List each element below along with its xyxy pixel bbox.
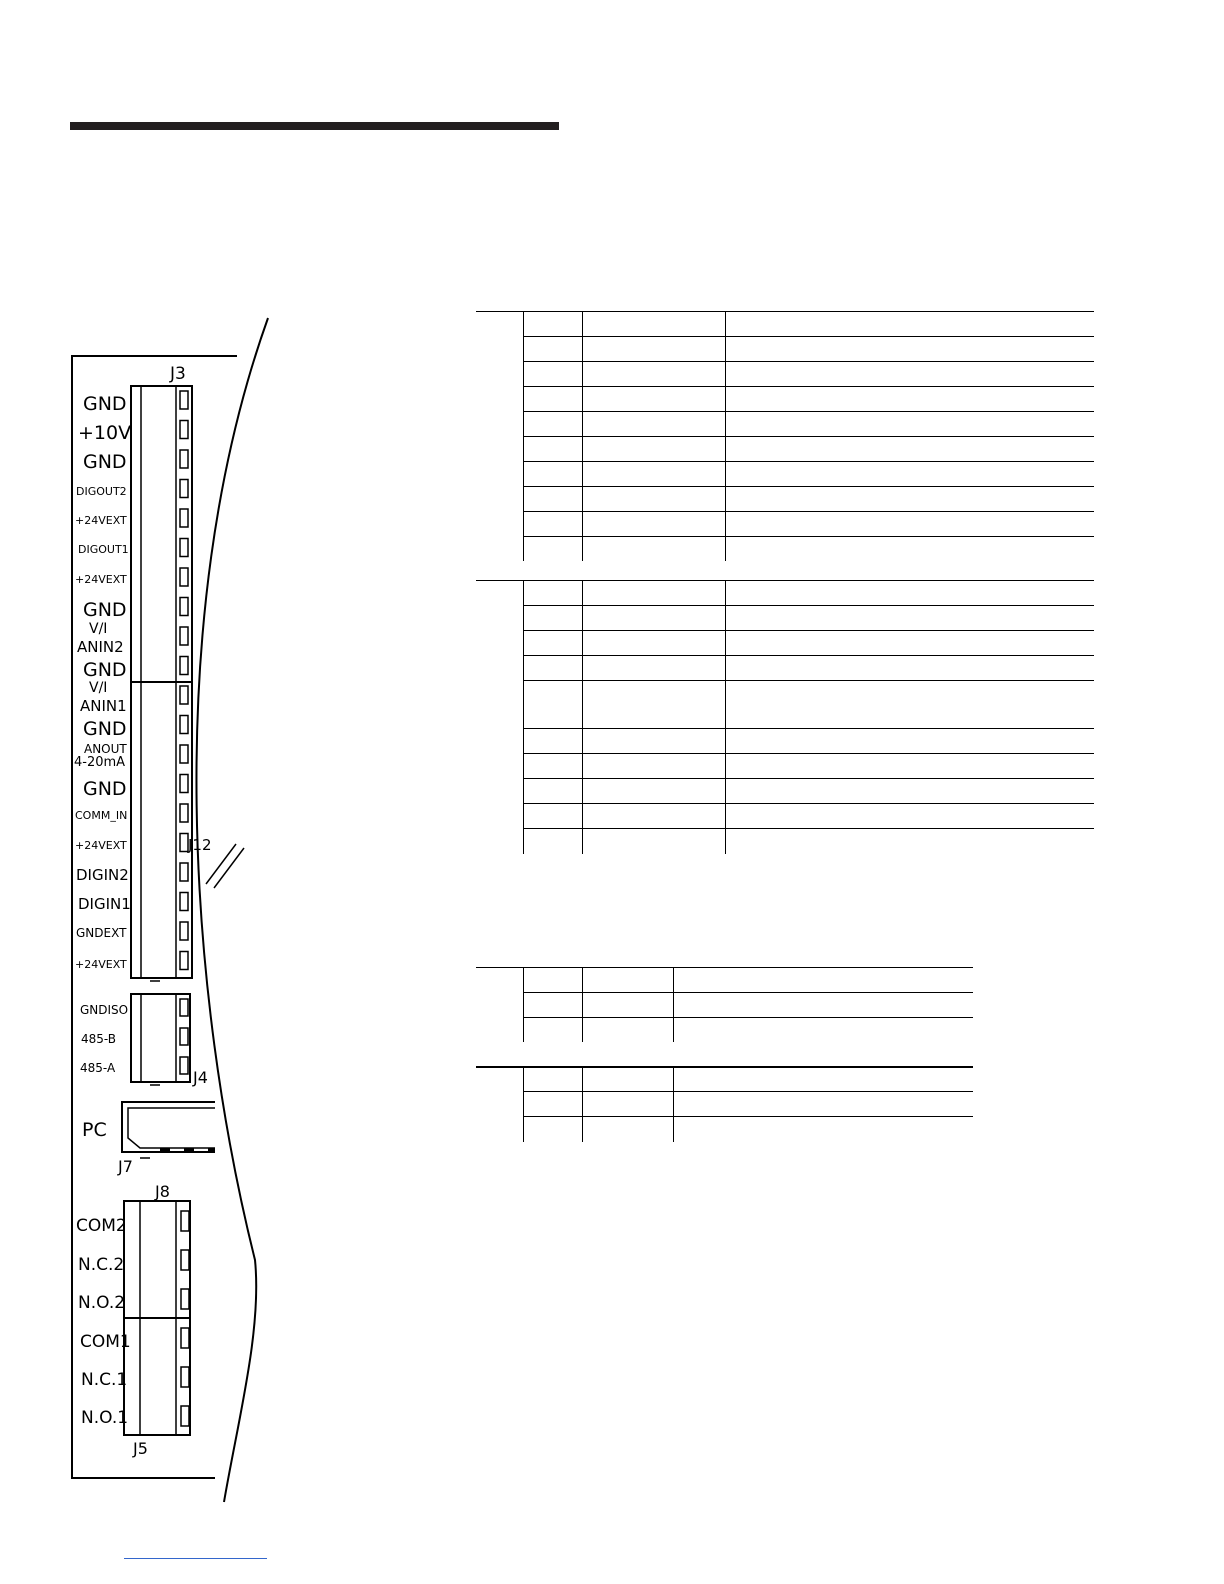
terminal-slot [180,657,188,675]
pin-label: V/I [89,621,108,637]
pin-label: N.O.2 [78,1293,126,1313]
table-row [523,361,1094,362]
pin-label: GND [83,393,127,415]
connector-label-j7: J7 [118,1157,133,1176]
pin-label: GND [83,718,127,740]
pin-label: GNDEXT [76,926,127,940]
terminal-slot [181,1250,189,1270]
terminal-slot [180,775,188,793]
table-row [523,411,1094,412]
pin-label: 485-A [80,1061,116,1075]
pin-label: GND [83,778,127,800]
pin-table-1 [476,311,1094,561]
table-row [523,386,1094,387]
terminal-slot [180,952,188,970]
terminal-slot [180,834,188,852]
terminal-slot [180,450,188,468]
pin-label: N.O.1 [81,1408,129,1428]
pin-label: COM2 [76,1216,127,1236]
pin-label: +24VEXT [75,573,127,586]
pin-label: GND [83,451,127,473]
pin-label: GND [83,599,127,621]
terminal-slot [181,1328,189,1348]
terminal-slot [181,1367,189,1387]
terminal-slot [180,568,188,586]
terminal-slot [180,627,188,645]
table-row [523,486,1094,487]
pin-label: DIGIN1 [78,895,131,913]
terminal-slot [180,716,188,734]
terminal-slot [180,745,188,763]
terminal-slot [180,804,188,822]
terminal-slot [180,480,188,498]
terminal-slot [180,893,188,911]
pin-label: COM1 [80,1332,131,1352]
connector-label-j8: J8 [155,1182,170,1201]
terminal-slot [180,686,188,704]
table-row [523,461,1094,462]
terminal-slot [180,922,188,940]
pin-label: +24VEXT [75,514,127,527]
terminal-slot [180,999,188,1016]
pin-table-2 [476,580,1094,854]
pin-label: +24VEXT [75,958,127,971]
pin-label: +10V [78,422,132,444]
pin-label: DIGIN2 [76,866,129,884]
break-curve [196,318,268,1502]
pin-label: DIGOUT2 [76,485,127,498]
pin-table-4 [476,1066,973,1142]
terminal-block-j4 [131,994,190,1082]
terminal-slot [180,598,188,616]
pin-label: N.C.2 [78,1255,125,1275]
terminal-slot [180,863,188,881]
pin-label: +24VEXT [75,839,127,852]
pin-label: 4-20mA [74,755,126,770]
pin-label: ANIN2 [77,638,124,656]
pin-table-3 [476,967,973,1042]
connector-label-j3: J3 [170,364,186,384]
table-row [523,336,1094,337]
pin-label: DIGOUT1 [78,543,129,556]
pin-label: GNDISO [80,1003,129,1017]
j4-terminal-slots [180,999,188,1074]
connector-label-j5: J5 [133,1439,148,1458]
pin-label: ANOUT [84,742,127,756]
terminal-slot [180,1057,188,1074]
pin-label: COMM_IN [75,809,128,822]
pin-label: 485-B [81,1032,117,1046]
table-row [523,436,1094,437]
connector-label-j4: J4 [193,1068,208,1087]
pin-label: N.C.1 [81,1370,128,1390]
connector-label-j12: J12 [188,836,212,854]
terminal-slot [180,391,188,409]
terminal-slot [180,539,188,557]
pin-label: V/I [89,680,108,696]
terminal-slot [180,421,188,439]
footer-link-underline[interactable] [124,1558,267,1559]
pin-label: GND [83,659,127,681]
pin-label: PC [82,1119,107,1141]
terminal-slot [180,1028,188,1045]
terminal-slot [180,509,188,527]
terminal-slot [181,1406,189,1426]
terminal-slot [181,1211,189,1231]
j3-terminal-slots [180,391,188,970]
terminal-slot [181,1289,189,1309]
pin-label: ANIN1 [80,697,127,715]
table-row [523,511,1094,512]
table-row [523,536,1094,537]
